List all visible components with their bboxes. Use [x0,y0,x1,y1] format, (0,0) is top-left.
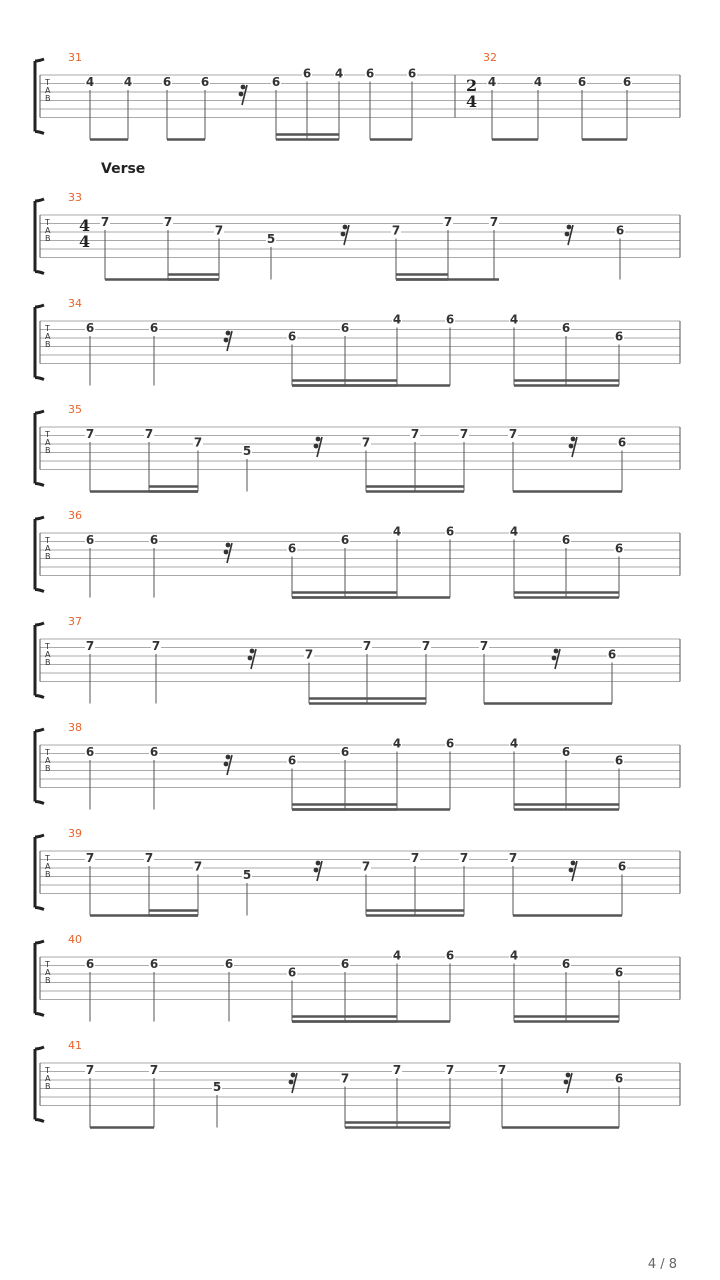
fret-number: 7 [445,1063,455,1077]
rest-dot [316,861,321,866]
fret-number: 6 [149,745,159,759]
fret-number: 6 [614,541,624,556]
fret-number: 7 [163,215,173,229]
fret-number: 5 [242,868,252,882]
sixteenth-rest [248,649,256,669]
fret-number: 4 [392,312,402,327]
rest-dot [343,225,348,230]
fret-number: 4 [392,948,402,963]
fret-number: 6 [614,965,624,980]
tab-letter-b: B [45,446,51,455]
fret-number: 6 [445,312,455,327]
fret-number: 7 [508,851,518,865]
rest-dot [224,550,229,555]
fret-number: 7 [85,851,95,865]
tab-letter-a: A [45,86,51,95]
rest-dot [291,1073,296,1078]
fret-number: 7 [421,639,431,653]
fret-number: 7 [459,851,469,865]
fret-number: 7 [85,639,95,653]
fret-number: 6 [149,321,159,335]
bar-number: 39 [68,827,82,840]
sixteenth-rest [569,861,577,881]
fret-number: 6 [340,957,350,971]
rest-dot [566,1073,571,1078]
rest-dot [226,543,231,548]
fret-number: 7 [100,215,110,229]
fret-number: 6 [149,957,159,971]
fret-number: 5 [242,444,252,458]
fret-number: 6 [614,753,624,768]
rest-dot [226,331,231,336]
sixteenth-rest [289,1073,297,1093]
sixteenth-rest [564,1073,572,1093]
fret-number: 6 [85,321,95,335]
time-signature-bottom: 4 [79,232,91,251]
tab-letter-t: T [45,960,50,969]
tab-letter-b: B [45,340,51,349]
fret-number: 6 [617,859,627,874]
fret-number: 6 [407,66,417,81]
bar-number: 33 [68,191,82,204]
fret-number: 6 [224,957,234,971]
fret-number: 4 [487,75,497,89]
fret-number: 7 [304,647,314,662]
tab-letter-t: T [45,324,50,333]
sixteenth-rest [314,437,322,457]
bar-number: 38 [68,721,82,734]
fret-number: 7 [144,427,154,441]
fret-number: 6 [85,533,95,547]
fret-number: 6 [561,745,571,759]
fret-number: 7 [479,639,489,653]
fret-number: 7 [410,851,420,865]
section-label: Verse [101,161,146,177]
fret-number: 4 [334,66,344,81]
fret-number: 4 [509,312,519,327]
bar-number: 36 [68,509,82,522]
fret-number: 6 [577,75,587,89]
fret-number: 6 [614,1071,624,1086]
fret-number: 6 [287,965,297,980]
time-signature-top: 2 [466,76,478,95]
fret-number: 5 [212,1080,222,1094]
bar-number: 37 [68,615,82,628]
fret-number: 7 [151,639,161,653]
bar-number: 35 [68,403,82,416]
tab-letter-t: T [45,218,50,227]
tab-letter-t: T [45,1066,50,1075]
tab-letter-b: B [45,976,51,985]
rest-dot [554,649,559,654]
rest-dot [567,225,572,230]
sixteenth-rest [569,437,577,457]
fret-number: 6 [561,321,571,335]
tab-letter-a: A [45,332,51,341]
fret-number: 6 [162,75,172,89]
rest-dot [224,762,229,767]
fret-number: 4 [509,948,519,963]
tab-letter-t: T [45,536,50,545]
tab-letter-a: A [45,544,51,553]
fret-number: 6 [287,753,297,768]
fret-number: 7 [193,859,203,874]
fret-number: 6 [200,75,210,89]
fret-number: 4 [392,736,402,751]
fret-number: 6 [340,321,350,335]
tab-letter-b: B [45,552,51,561]
fret-number: 6 [287,329,297,344]
fret-number: 6 [445,524,455,539]
fret-number: 6 [607,647,617,662]
tab-letter-b: B [45,94,51,103]
fret-number: 7 [410,427,420,441]
fret-number: 6 [561,957,571,971]
rest-dot [250,649,255,654]
fret-number: 7 [459,427,469,441]
fret-number: 6 [622,75,632,89]
tab-letter-a: A [45,226,51,235]
time-signature-top: 4 [79,216,91,235]
time-signature-bottom: 4 [466,92,478,111]
rest-dot [241,85,246,90]
fret-number: 6 [617,435,627,450]
sixteenth-rest [341,225,349,245]
fret-number: 7 [392,1063,402,1077]
tab-letter-t: T [45,748,50,757]
fret-number: 4 [85,75,95,89]
fret-number: 7 [391,223,401,238]
fret-number: 6 [85,957,95,971]
fret-number: 6 [615,223,625,238]
tab-letter-a: A [45,756,51,765]
fret-number: 6 [287,541,297,556]
fret-number: 6 [340,745,350,759]
sixteenth-rest [224,755,232,775]
fret-number: 4 [392,524,402,539]
sixteenth-rest [224,331,232,351]
rest-dot [224,338,229,343]
fret-number: 6 [85,745,95,759]
fret-number: 4 [533,75,543,89]
rest-dot [569,444,574,449]
rest-dot [552,656,557,661]
bar-number: 32 [483,51,497,64]
tab-letter-t: T [45,642,50,651]
fret-number: 7 [361,859,371,874]
bar-number: 40 [68,933,82,946]
tab-letter-b: B [45,870,51,879]
fret-number: 7 [193,435,203,450]
fret-number: 4 [509,524,519,539]
tab-letter-a: A [45,862,51,871]
bar-number: 31 [68,51,82,64]
fret-number: 7 [85,427,95,441]
fret-number: 6 [445,736,455,751]
fret-number: 7 [85,1063,95,1077]
rest-dot [316,437,321,442]
tab-letter-a: A [45,650,51,659]
tab-letter-b: B [45,1082,51,1091]
rest-dot [248,656,253,661]
tab-letter-b: B [45,234,51,243]
rest-dot [569,868,574,873]
fret-number: 6 [340,533,350,547]
page-number: 4 / 8 [647,1257,677,1272]
fret-number: 7 [340,1071,350,1086]
rest-dot [289,1080,294,1085]
tab-letter-a: A [45,438,51,447]
sixteenth-rest [552,649,560,669]
sixteenth-rest [224,543,232,563]
fret-number: 7 [144,851,154,865]
fret-number: 7 [361,435,371,450]
sixteenth-rest [314,861,322,881]
fret-number: 4 [509,736,519,751]
fret-number: 7 [149,1063,159,1077]
fret-number: 7 [214,223,224,238]
fret-number: 6 [445,948,455,963]
sixteenth-rest [565,225,573,245]
fret-number: 5 [266,232,276,246]
rest-dot [571,437,576,442]
tab-letter-t: T [45,78,50,87]
fret-number: 7 [489,215,499,229]
fret-number: 7 [362,639,372,653]
rest-dot [565,232,570,237]
fret-number: 7 [508,427,518,441]
fret-number: 6 [614,329,624,344]
bar-number: 34 [68,297,82,310]
tab-letter-t: T [45,854,50,863]
rest-dot [314,444,319,449]
fret-number: 6 [302,66,312,81]
tab-letter-a: A [45,1074,51,1083]
rest-dot [314,868,319,873]
bar-number: 41 [68,1039,82,1052]
fret-number: 6 [561,533,571,547]
rest-dot [341,232,346,237]
rest-dot [226,755,231,760]
tab-letter-a: A [45,968,51,977]
fret-number: 4 [123,75,133,89]
rest-dot [239,92,244,97]
fret-number: 6 [271,75,281,89]
sixteenth-rest [239,85,247,105]
rest-dot [571,861,576,866]
tab-letter-b: B [45,658,51,667]
tab-letter-t: T [45,430,50,439]
fret-number: 6 [365,66,375,81]
tab-letter-b: B [45,764,51,773]
fret-number: 7 [497,1063,507,1077]
fret-number: 6 [149,533,159,547]
fret-number: 7 [443,215,453,229]
rest-dot [564,1080,569,1085]
